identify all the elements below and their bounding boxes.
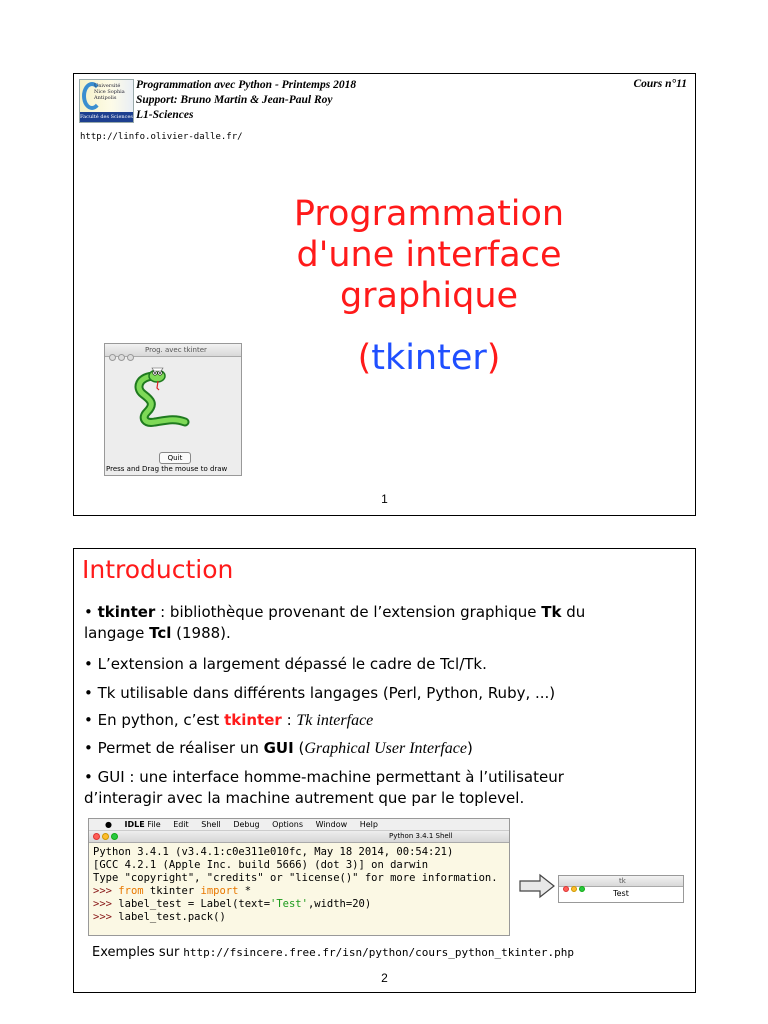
shell-window-title: Python 3.4.1 Shell (389, 832, 453, 840)
examples-line (92, 945, 574, 960)
menu-help[interactable]: Help (359, 820, 378, 829)
bullet-4 (84, 710, 684, 731)
page-number: 1 (381, 492, 388, 506)
draw-hint: Press and Drag the mouse to draw (106, 465, 228, 473)
bullet-text: • Permet de réaliser un (84, 739, 264, 757)
code-text: tkinter (143, 885, 201, 897)
code-string: 'Test' (270, 898, 308, 910)
slide-1 (73, 73, 696, 516)
slide-title (234, 194, 624, 317)
bullet-text: • GUI : une interface homme-machine permettant à l’utilisateur (84, 768, 564, 786)
bullet-text: (1988). (171, 624, 231, 642)
python-snake-icon (125, 364, 195, 429)
tkinter-word: tkinter (371, 338, 487, 378)
tk-result-window (558, 875, 684, 903)
tkinter-subtitle (234, 338, 624, 378)
paren-close: ) (486, 338, 501, 378)
bullet-text: : bibliothèque provenant de l’extension graphique (155, 603, 542, 621)
idle-shell-window (88, 818, 510, 936)
window-titlebar[interactable] (105, 344, 241, 357)
keyword-tcl: Tcl (149, 624, 172, 642)
examples-label: Exemples sur (92, 945, 180, 960)
minimize-dot-icon[interactable] (102, 833, 109, 840)
title-line-1: Programmation (293, 194, 565, 234)
menu-shell[interactable]: Shell (201, 820, 221, 829)
minimize-dot-icon[interactable] (571, 886, 577, 892)
code-keyword: import (200, 885, 239, 897)
university-logo (79, 79, 134, 123)
examples-url[interactable]: http://fsincere.free.fr/isn/python/cours_python_tkinter.php (183, 946, 575, 959)
course-url[interactable]: http://linfo.olivier-dalle.fr/ (80, 132, 243, 142)
bullet-1 (84, 602, 684, 644)
zoom-dot-icon[interactable] (579, 886, 585, 892)
bullet-text: • En python, c’est (84, 711, 225, 729)
window-controls (563, 877, 587, 896)
code-keyword: from (118, 885, 144, 897)
menu-options[interactable]: Options (272, 820, 304, 829)
bullet-text: • (84, 603, 98, 621)
bullet-text: ( (293, 739, 305, 757)
italic-tk-interface: Tk interface (296, 712, 374, 729)
header-line-course: Programmation avec Python - Printemps 2018 (136, 79, 357, 91)
shell-prompt: >>> (93, 898, 119, 910)
code-line: Python 3.4.1 (v3.4.1:c0e311e010fc, May 18 2014, 00:54:21) (93, 846, 454, 858)
paren-open: ( (357, 338, 372, 378)
keyword-tkinter-red: tkinter (224, 711, 282, 729)
header-line-support: Support: Bruno Martin & Jean-Paul Roy (136, 94, 333, 106)
quit-button[interactable]: Quit (159, 452, 191, 464)
code-line: Type "copyright", "credits" or "license()" for more information. (93, 872, 498, 884)
bullet-3: • Tk utilisable dans différents langages (Perl, Python, Ruby, ...) (84, 684, 556, 702)
course-number: Cours n°11 (633, 78, 687, 90)
apple-icon[interactable]: ● (105, 820, 112, 829)
keyword-tk: Tk (541, 603, 562, 621)
code-text: * (238, 885, 252, 897)
idle-menubar (89, 819, 509, 831)
window-controls (93, 833, 120, 844)
bullet-text: d’interagir avec la machine autrement que par le toplevel. (84, 789, 525, 807)
header-line-level: L1-Sciences (136, 109, 194, 121)
slide-2 (73, 548, 696, 993)
tk-result-titlebar[interactable] (559, 876, 683, 887)
shell-output[interactable] (89, 843, 509, 927)
tk-window-title: tk (619, 877, 626, 885)
logo-text: Université Nice Sophia Antipolis (94, 83, 125, 101)
menu-debug[interactable]: Debug (233, 820, 260, 829)
menu-file[interactable]: File (147, 820, 161, 829)
italic-gui-expansion: Graphical User Interface (304, 740, 467, 757)
code-text: ,width=20) (307, 898, 372, 910)
bullet-6 (84, 767, 684, 809)
code-text: label_test = Label(text= (118, 898, 271, 910)
bullet-5 (84, 738, 684, 759)
title-line-3: graphique (339, 276, 519, 316)
zoom-dot-icon[interactable] (111, 833, 118, 840)
shell-prompt: >>> (93, 911, 119, 923)
bullet-text: du (561, 603, 586, 621)
title-line-2: d'une interface (296, 235, 562, 275)
code-line: [GCC 4.2.1 (Apple Inc. build 5666) (dot 3)] on darwin (93, 859, 429, 871)
course-header (136, 78, 356, 123)
keyword-tkinter: tkinter (97, 603, 156, 621)
minimize-dot-icon[interactable] (118, 354, 125, 361)
menu-idle[interactable]: IDLE (124, 820, 145, 829)
page-number: 2 (381, 971, 388, 985)
logo-faculty: Faculté des Sciences (80, 114, 133, 120)
close-dot-icon[interactable] (109, 354, 116, 361)
keyword-gui: GUI (263, 739, 294, 757)
section-title: Introduction (82, 555, 234, 584)
bullet-text: ) (466, 739, 473, 757)
right-arrow-icon (518, 873, 556, 899)
shell-prompt: >>> (93, 885, 119, 897)
close-dot-icon[interactable] (563, 886, 569, 892)
test-label: Test (613, 889, 629, 898)
bullet-2: • L’extension a largement dépassé le cadre de Tcl/Tk. (84, 655, 487, 673)
close-dot-icon[interactable] (93, 833, 100, 840)
menu-edit[interactable]: Edit (173, 820, 189, 829)
bullet-text: : (281, 711, 297, 729)
tkinter-demo-window (104, 343, 242, 476)
shell-titlebar[interactable] (89, 831, 509, 843)
bullet-text: langage (84, 624, 150, 642)
code-text: label_test.pack() (118, 911, 226, 923)
zoom-dot-icon[interactable] (127, 354, 134, 361)
window-title: Prog. avec tkinter (145, 346, 207, 354)
menu-window[interactable]: Window (315, 820, 348, 829)
window-controls (109, 346, 136, 365)
